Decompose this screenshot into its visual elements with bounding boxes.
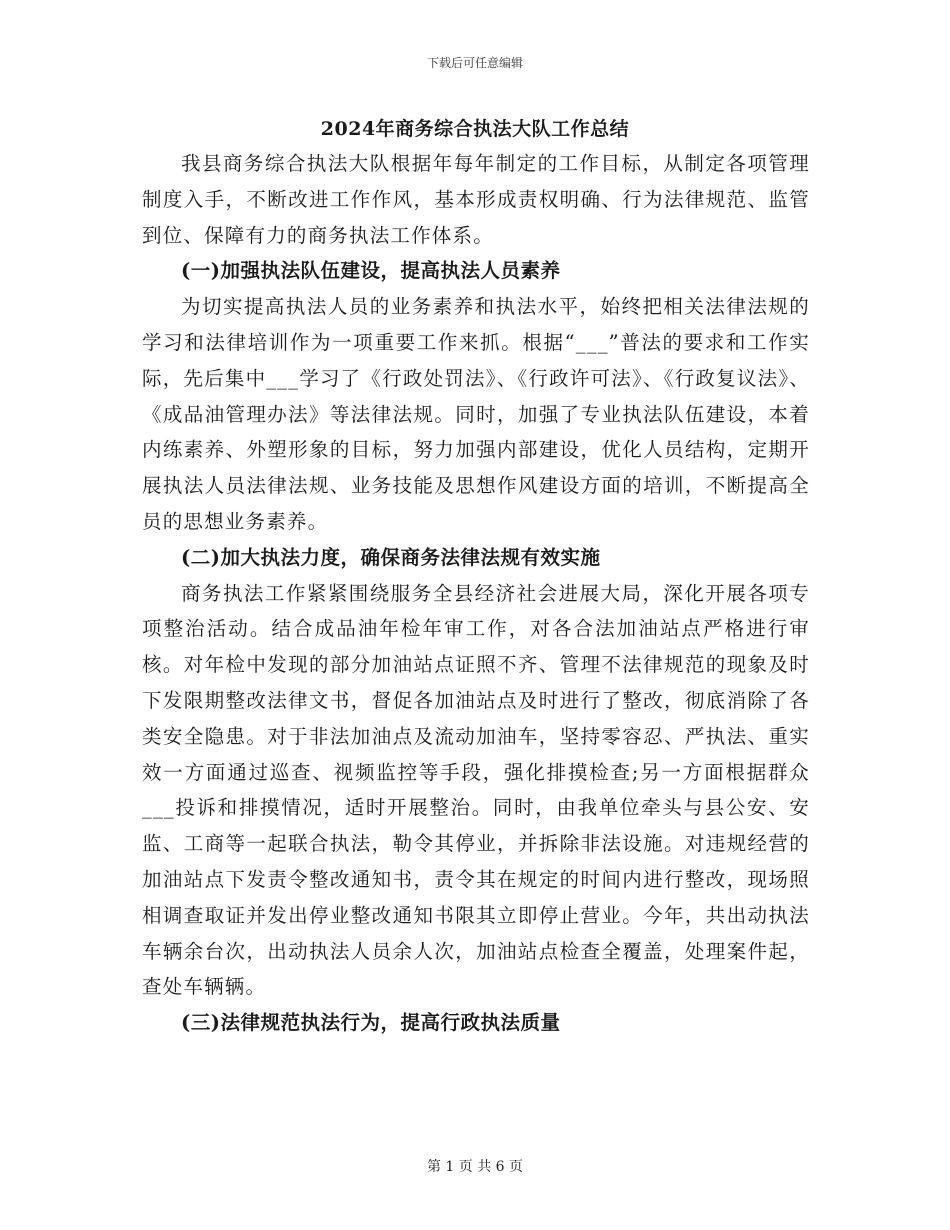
section-1-heading: (一)加强执法队伍建设，提高执法人员素养 (181, 259, 561, 283)
page-number: 第 1 页 共 6 页 (426, 1159, 524, 1175)
document-body (142, 146, 810, 1041)
section-3-heading: (三)法律规范执法行为，提高行政执法质量 (181, 1011, 561, 1035)
section-2-heading: (二)加大执法力度，确保商务法律法规有效实施 (181, 545, 601, 569)
document-title: 2024年商务综合执法大队工作总结 (320, 118, 630, 140)
section-1-paragraph: 为切实提高执法人员的业务素养和执法水平，始终把相关法律法规的学习和法律培训作为一项重要工作来抓。根据“___”普法的要求和工作实际，先后集中___学习了《行政处罚法》、《行政许可法》、《行政复议法》、《成品油管理办法》等法律法规。同时，加强了专业执法队伍建设，本着内练素养、外塑形象的目标，努力加强内部建设，优化人员结构，定期开展执法人员法律法规、业务技能及思想作风建设方面的培训，不断提高全员的思想业务素养。 (142, 295, 810, 533)
header-note: 下载后可任意编辑 (426, 56, 523, 70)
section-2-paragraph: 商务执法工作紧紧围绕服务全县经济社会进展大局，深化开展各项专项整治活动。结合成品油年检年审工作，对各合法加油站点严格进行审核。对年检中发现的部分加油站点证照不齐、管理不法律规范的现象及时下发限期整改法律文书，督促各加油站点及时进行了整改，彻底消除了各类安全隐患。对于非法加油点及流动加油车，坚持零容忍、严执法、重实效一方面通过巡查、视频监控等手段，强化排摸检查;另一方面根据群众___投诉和排摸情况，适时开展整治。同时，由我单位牵头与县公安、安监、工商等一起联合执法，勒令其停业，并拆除非法设施。对违规经营的加油站点下发责令整改通知书，责令其在规定的时间内进行整改，现场照相调查取证并发出停业整改通知书限其立即停止营业。今年，共出动执法车辆余台次，出动执法人员余人次，加油站点检查全覆盖，处理案件起，查处车辆辆。 (142, 581, 810, 999)
intro-paragraph: 我县商务综合执法大队根据年每年制定的工作目标，从制定各项管理制度入手，不断改进工作作风，基本形成责权明确、行为法律规范、监管到位、保障有力的商务执法工作体系。 (142, 152, 810, 247)
